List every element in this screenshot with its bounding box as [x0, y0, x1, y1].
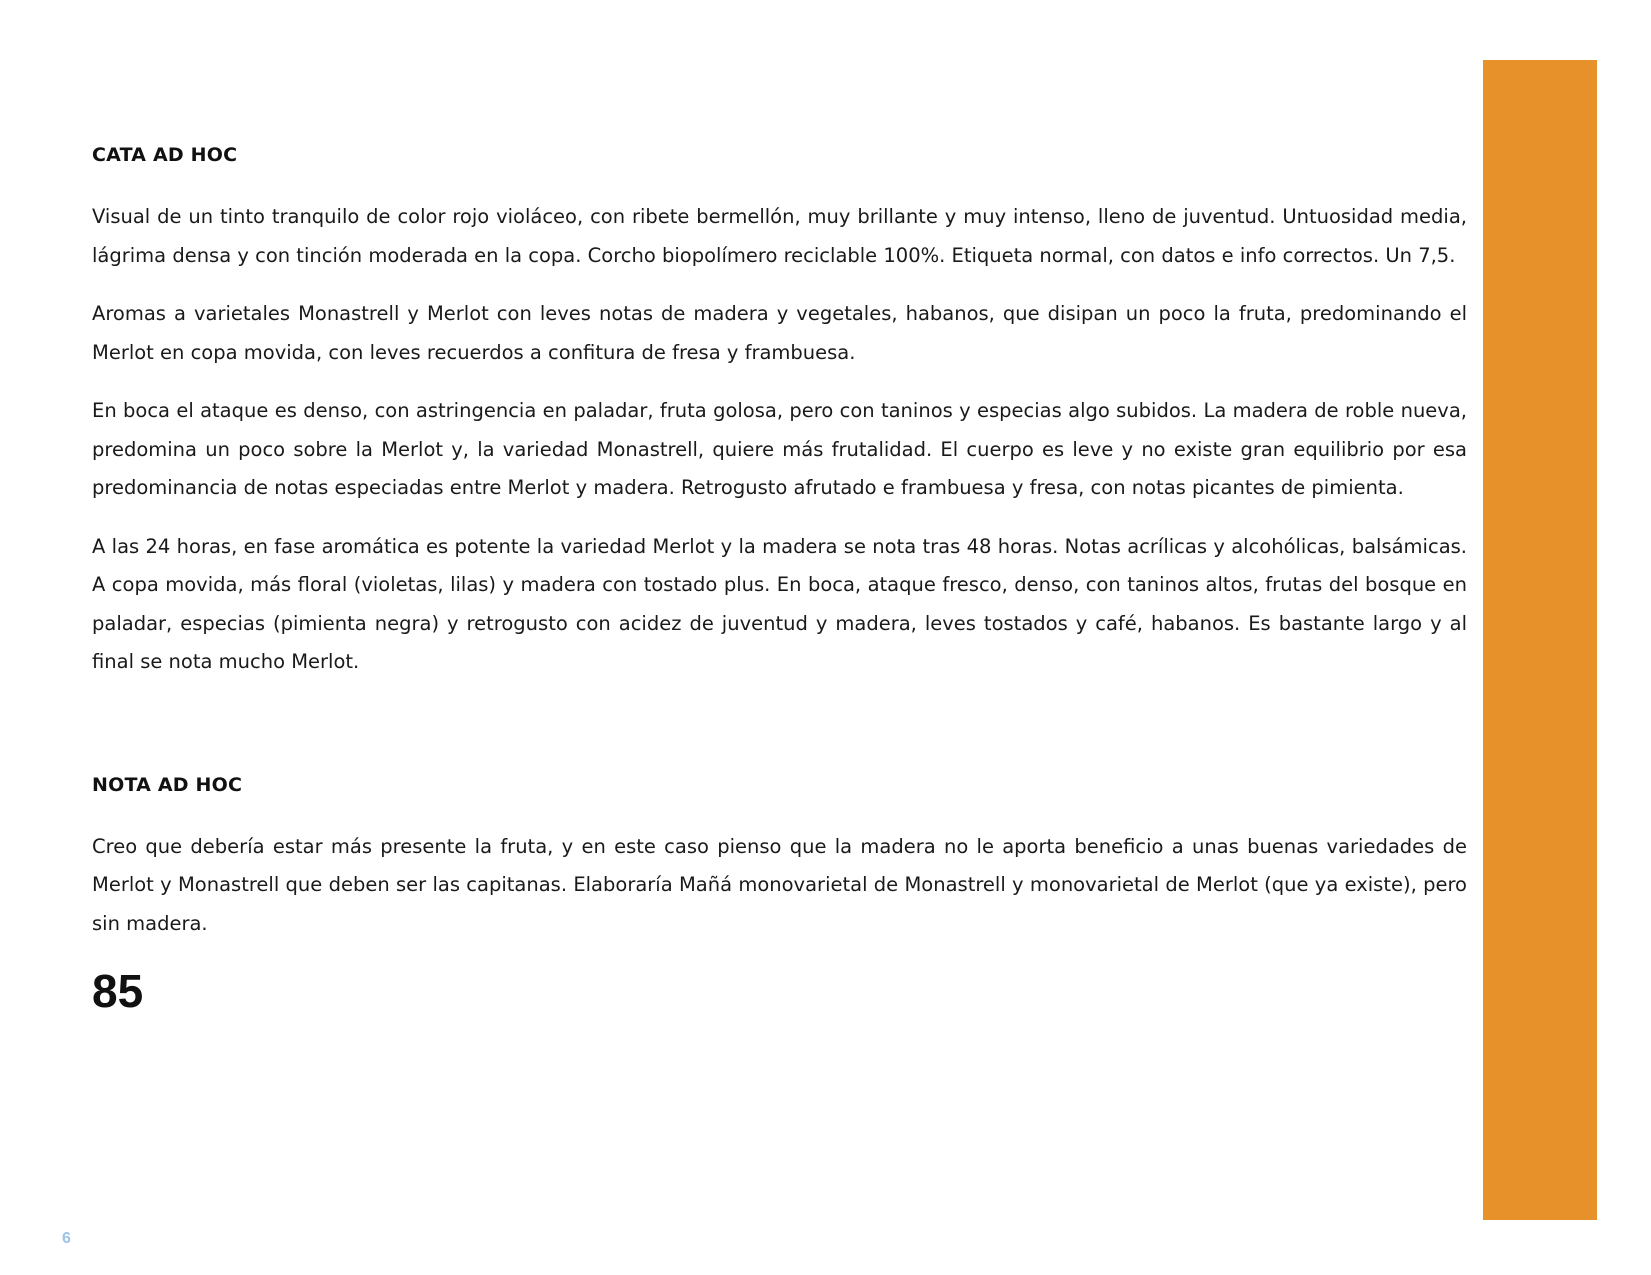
score-value: 85 — [92, 965, 144, 1017]
nota-heading: NOTA AD HOC — [92, 773, 243, 796]
section-spacer — [92, 702, 1467, 772]
page-number: 6 — [62, 1230, 71, 1247]
cata-paragraph-boca: En boca el ataque es denso, con astringencia en paladar, fruta golosa, pero con taninos y especias algo subidos. La madera de roble nueva, predomina un poco sobre la Merlot y, la variedad Monastrell, quiere más frutalidad. El cuerpo es leve y no existe gran equilibrio por esa predominancia de notas especiadas entre Merlot y madera. Retrogusto afrutado e frambuesa y fresa, con notas picantes de pimienta. — [92, 399, 1467, 499]
cata-paragraph-24-horas: A las 24 horas, en fase aromática es potente la variedad Merlot y la madera se nota tras 48 horas. Notas acrílicas y alcohólicas, balsámicas. A copa movida, más floral (violetas, lilas) y madera con tostado plus. En boca, ataque fresco, denso, con taninos altos, frutas del bosque en paladar, especias (pimienta negra) y retrogusto con acidez de juventud y madera, leves tostados y café, habanos. Es bastante largo y al final se nota mucho Merlot. — [92, 534, 1467, 673]
cata-paragraph-visual: Visual de un tinto tranquilo de color rojo violáceo, con ribete bermellón, muy brillante y muy intenso, lleno de juventud. Untuosidad media, lágrima densa y con tinción moderada en la copa. Corcho biopolímero reciclable 100%. Etiqueta normal, con datos e info correctos. Un 7,5. — [92, 205, 1467, 267]
nota-paragraph: Creo que debería estar más presente la fruta, y en este caso pienso que la madera no le aporta beneficio a unas buenas variedades de Merlot y Monastrell que deben ser las capitanas. Elaboraría Mañá monovarietal de Monastrell y monovarietal de Merlot (que ya existe), pero sin madera. — [92, 834, 1467, 935]
main-content — [92, 142, 1467, 1019]
cata-paragraph-aromas: Aromas a varietales Monastrell y Merlot con leves notas de madera y vegetales, habanos, que disipan un poco la fruta, predominando el Merlot en copa movida, con leves recuerdos a confitura de fresa y frambuesa. — [92, 302, 1467, 364]
orange-side-bar — [1483, 60, 1597, 1220]
cata-heading: CATA AD HOC — [92, 144, 238, 166]
